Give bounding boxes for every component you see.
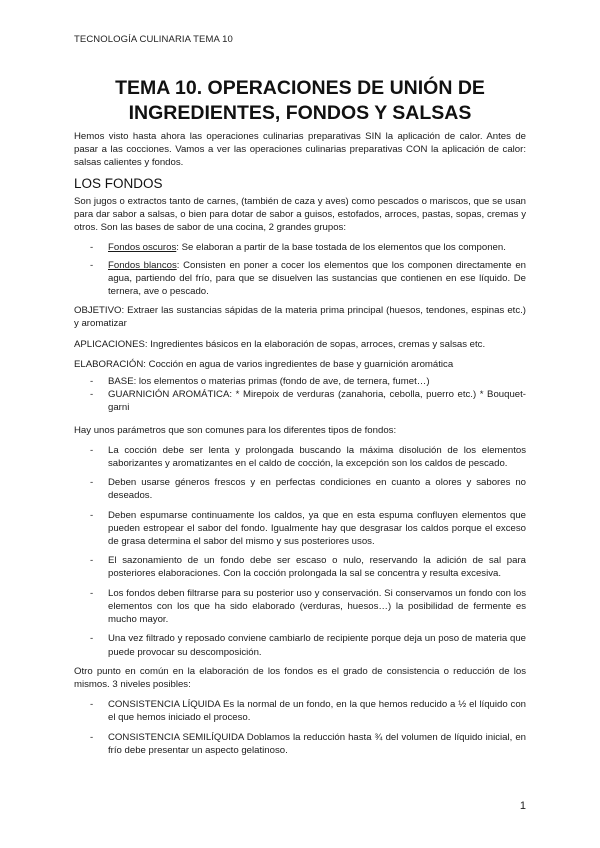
fondos-definition: Son jugos o extractos tanto de carnes, (también de caza y aves) como pescados o mariscos, que se usan para dar sabor a salsas, o bien para dotar de sabor a guisos, estofados, arroces, pastas, sopas, cremas y otros. Son las bases de sabor de una cocina, 2 grandes grupos: xyxy=(74,195,526,234)
document-body xyxy=(74,130,526,763)
dash-bullet: - xyxy=(90,444,94,456)
list-item xyxy=(74,476,526,502)
list-item xyxy=(74,698,526,724)
list-item-text: GUARNICIÓN AROMÁTICA: * Mirepoix de verduras (zanahoria, cebolla, puerro etc.) * Bouquet-garni xyxy=(108,389,526,414)
list-item-text: Los fondos deben filtrarse para su posterior uso y conservación. Si conservamos un fondo con los elementos con los que ha sido elaborado (verduras, huesos…) la posibilidad de fermente es mucho mayor. xyxy=(108,587,526,626)
list-item-text: La cocción debe ser lenta y prolongada buscando la máxima disolución de los elementos saborizantes y aromatizantes en el caldo de cocción, la excepción son los caldos de pescado. xyxy=(108,444,526,470)
title-line-2: INGREDIENTES, FONDOS Y SALSAS xyxy=(128,102,472,124)
list-item xyxy=(74,509,526,549)
consistencia-intro: Otro punto en común en la elaboración de los fondos es el grado de consistencia o reducción de los mismos. 3 niveles posibles: xyxy=(74,665,526,690)
list-item-text: CONSISTENCIA LÍQUIDA Es la normal de un fondo, en la que hemos reducido a ½ el líquido con el que hemos iniciado el proceso. xyxy=(108,699,526,724)
page-title xyxy=(60,76,540,126)
dash-bullet: - xyxy=(90,509,94,521)
dash-bullet: - xyxy=(90,389,94,401)
dash-bullet: - xyxy=(90,555,94,567)
intro-paragraph: Hemos visto hasta ahora las operaciones culinarias preparativas SIN la aplicación de calor. Antes de pasar a las cocciones. Vamos a ver las operaciones culinarias preparativas CON la aplicación de calor: salsas calientes y fondos. xyxy=(74,131,526,169)
dash-bullet: - xyxy=(90,633,94,645)
dash-bullet: - xyxy=(90,699,94,711)
list-item xyxy=(74,241,526,254)
parametros-intro: Hay unos parámetros que son comunes para los diferentes tipos de fondos: xyxy=(74,424,397,436)
list-item xyxy=(74,444,526,470)
list-item-text: El sazonamiento de un fondo debe ser escaso o nulo, reservando la adición de sal para posteriores elaboraciones. Con la cocción prolongada la sal se concentra y resulta excesiva. xyxy=(108,555,526,580)
list-item xyxy=(74,388,526,414)
dash-bullet: - xyxy=(90,477,94,489)
list-item xyxy=(74,554,526,580)
list-item-text: CONSISTENCIA SEMILÍQUIDA Doblamos la reducción hasta ¾ del volumen de líquido inicial, en frío debe presentar un aspecto gelatinoso. xyxy=(108,731,526,756)
elaboracion-paragraph: ELABORACIÓN: Cocción en agua de varios ingredientes de base y guarnición aromática xyxy=(74,358,454,370)
dash-bullet: - xyxy=(90,242,94,254)
elaboracion-list xyxy=(74,375,526,415)
group-term: Fondos blancos xyxy=(108,259,177,271)
list-item xyxy=(74,259,526,299)
dash-bullet: - xyxy=(90,587,94,599)
list-item-text: BASE: los elementos o materias primas (fondo de ave, de ternera, fumet…) xyxy=(108,376,430,388)
list-item xyxy=(74,731,526,757)
list-item xyxy=(74,587,526,627)
parametros-list xyxy=(74,444,526,659)
section-heading-fondos: LOS FONDOS xyxy=(74,175,163,191)
dash-bullet: - xyxy=(90,376,94,388)
dash-bullet: - xyxy=(90,731,94,743)
aplicaciones-paragraph: APLICACIONES: Ingredientes básicos en la elaboración de sopas, arroces, cremas y salsas etc. xyxy=(74,338,486,350)
objetivo-paragraph: OBJETIVO: Extraer las sustancias sápidas de la materia prima principal (huesos, tendones, espinas etc.) y aromatizar xyxy=(74,305,526,330)
list-item xyxy=(74,375,526,388)
list-item-text: Deben espumarse continuamente los caldos, ya que en esta espuma confluyen elementos que pueden estropear el sabor del fondo. Igualmente hay que desgrasar los caldos porque el exceso de grasa determina el sabor del mismo y sus posteriores usos. xyxy=(108,509,526,548)
list-item xyxy=(74,632,526,658)
page-number: 1 xyxy=(519,800,526,812)
group-text: : Consisten en poner a cocer los elementos que los componen directamente en agua, partiendo del frío, para que se disuelven las sustancias que contienen en ese líquido. De ternera, ave o pescado. xyxy=(108,259,526,298)
list-item-text: Una vez filtrado y reposado conviene cambiarlo de recipiente porque deja un poso de materia que puede provocar su descomposición. xyxy=(108,633,526,658)
title-line-1: TEMA 10. OPERACIONES DE UNIÓN DE xyxy=(115,77,485,99)
consistencia-list xyxy=(74,698,526,757)
list-item-text: Deben usarse géneros frescos y en perfectas condiciones en cuanto a olores y sabores no deseados. xyxy=(108,477,526,502)
running-header: TECNOLOGÍA CULINARIA TEMA 10 xyxy=(74,34,233,45)
group-text: : Se elaboran a partir de la base tostada de los elementos que los componen. xyxy=(176,242,506,254)
group-term: Fondos oscuros xyxy=(108,242,177,254)
fondos-groups-list xyxy=(74,241,526,298)
dash-bullet: - xyxy=(90,259,94,271)
